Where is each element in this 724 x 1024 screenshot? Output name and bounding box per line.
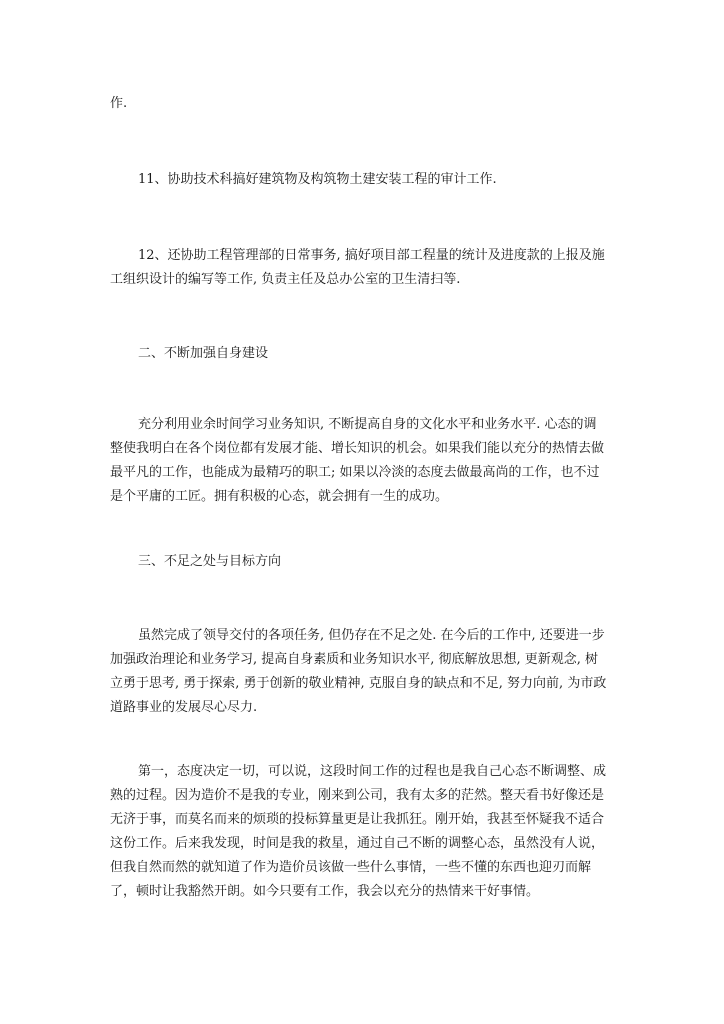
- attitude-para-line-1: 第一，态度决定一切，可以说，这段时间工作的过程也是我自己心态不断调整、成: [138, 764, 607, 779]
- item-11-line: 11、协助技术科搞好建筑物及构筑物土建安装工程的审计工作.: [138, 172, 497, 187]
- self-building-para-line-4: 是个平庸的工匠。拥有积极的心态，就会拥有一生的成功。: [110, 489, 449, 504]
- self-building-para-line-3: 最平凡的工作，也能成为最精巧的职工; 如果以冷淡的态度去做最高尚的工作，也不过: [110, 465, 600, 480]
- shortcomings-para-line-2: 加强政治理论和业务学习, 提高自身素质和业务知识水平, 彻底解放思想, 更新观念, 树: [110, 652, 599, 667]
- self-building-para-line-2: 整使我明白在各个岗位都有发展才能、增长知识的机会。如果我们能以充分的热情去做: [110, 441, 605, 456]
- item-12-line-1: 12、还协助工程管理部的日常事务, 搞好项目部工程量的统计及进度款的上报及施: [138, 248, 605, 263]
- attitude-para-line-4: 这份工作。后来我发现，时间是我的救星，通过自己不断的调整心态，虽然没有人说，: [110, 836, 605, 851]
- attitude-para-line-3: 无济于事，而莫名而来的烦琐的投标算量更是让我抓狂。刚开始，我甚至怀疑我不适合: [110, 812, 605, 827]
- shortcomings-para-line-1: 虽然完成了领导交付的各项任务, 但仍存在不足之处. 在今后的工作中, 还要进一步: [138, 628, 605, 643]
- section-heading-2: 二、不断加强自身建设: [138, 346, 269, 361]
- self-building-para-line-1: 充分利用业余时间学习业务知识, 不断提高自身的文化水平和业务水平. 心态的调: [138, 417, 597, 432]
- shortcomings-para-line-4: 道路事业的发展尽心尽力.: [110, 700, 258, 715]
- attitude-para-line-6: 了，顿时让我豁然开朗。如今只要有工作，我会以充分的热情来干好事情。: [110, 884, 540, 899]
- attitude-para-line-2: 熟的过程。因为造价不是我的专业，刚来到公司，我有太多的茫然。整天看书好像还是: [110, 788, 605, 803]
- section-heading-3: 三、不足之处与目标方向: [138, 554, 282, 569]
- paragraph-continuation-line: 作.: [110, 96, 128, 111]
- item-12-line-2: 工组织设计的编写等工作, 负责主任及总办公室的卫生清扫等.: [110, 272, 461, 287]
- shortcomings-para-line-3: 立勇于思考, 勇于探索, 勇于创新的敬业精神, 克服自身的缺点和不足, 努力向前, 为市政: [110, 676, 607, 691]
- attitude-para-line-5: 但我自然而然的就知道了作为造价员该做一些什么事情，一些不懂的东西也迎刃而解: [110, 860, 592, 875]
